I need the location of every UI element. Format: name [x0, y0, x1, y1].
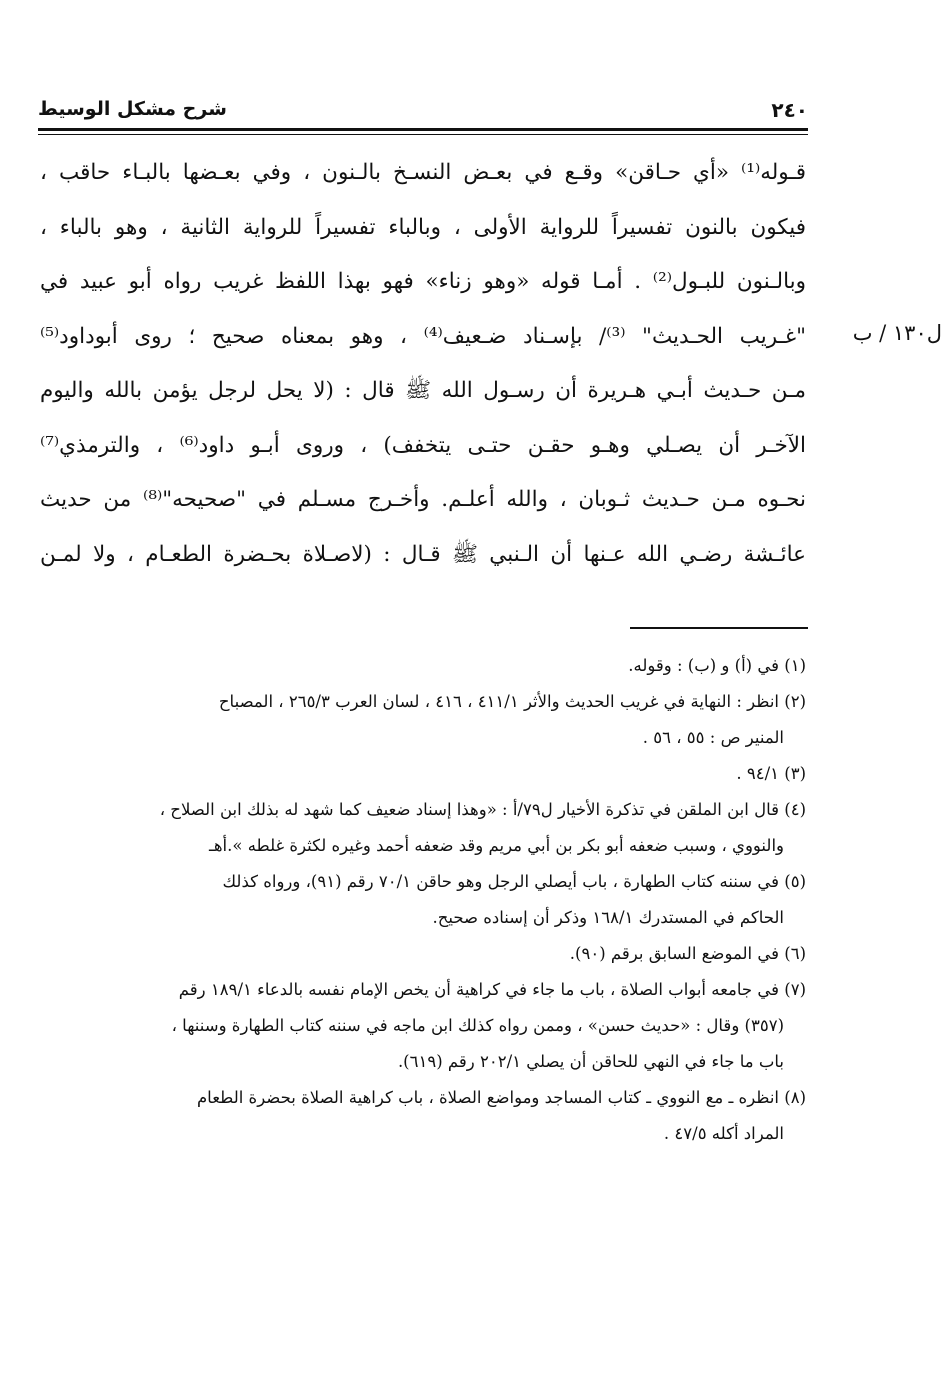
running-title: شرح مشكل الوسيط	[38, 98, 227, 120]
page-number: ٢٤٠	[771, 98, 808, 122]
footnote-1	[40, 648, 806, 684]
footnote-7	[40, 972, 806, 1080]
text-line: مـن حـديث أبـي هـريرة أن رسـول الله ﷺ قال : (لا يحل لرجل يؤمن بالله واليوم	[40, 378, 806, 403]
footnote-5	[40, 864, 806, 936]
main-text	[40, 146, 806, 582]
footnote-line: والنووي ، وسبب ضعفه أبو بكر بن أبي مريم وقد ضعفه أحمد وغيره لكثرة غلطه ».أهـ	[209, 836, 784, 855]
text-line: "غـريب الحـديث" ⁽³⁾/ بإسـناد ضـعيف⁽⁴⁾ ، وهو بمعناه صحيح ؛ روى أبوداود⁽⁵⁾	[40, 323, 806, 349]
page-header	[38, 94, 808, 124]
footnote-line: (٥) في سننه كتاب الطهارة ، باب أيصلي الرجل وهو حاقن ٧٠/١ رقم (٩١)، ورواه كذلك	[222, 872, 806, 891]
footnote-line: (٢) انظر : النهاية في غريب الحديث والأثر ٤١١/١ ، ٤١٦ ، لسان العرب ٢٦٥/٣ ، المصباح	[218, 692, 806, 711]
footnote-line: الحاكم في المستدرك ١٦٨/١ وذكر أن إسناده صحيح.	[432, 908, 784, 927]
text-line: الآخـر أن يصـلي وهـو حقـن حتـى يتخفف) ، وروى أبـو داود⁽⁶⁾ ، والترمذي⁽⁷⁾	[40, 432, 806, 458]
text-line: عائـشة رضـي الله عـنها أن الـنبي ﷺ قـال : (لاصـلاة بحـضرة الطعـام ، ولا لمـن	[40, 541, 806, 567]
footnote-line: (٨) انظره ـ مع النووي ـ كتاب المساجد ومواضع الصلاة ، باب كراهية الصلاة بحضرة الطعام	[196, 1088, 806, 1107]
footnote-line: (٦) في الموضع السابق برقم (٩٠).	[569, 944, 806, 963]
header-rule-thin	[38, 134, 808, 135]
footnote-line: المنير ص : ٥٥ ، ٥٦ .	[642, 728, 784, 747]
footnote-2	[40, 684, 806, 756]
footnote-separator	[630, 627, 808, 629]
text-line: وبالـنون للبـول⁽²⁾ . أمـا قوله «وهو زناء» فهو بهذا اللفظ غريب رواه أبو عبيد في	[40, 269, 806, 294]
footnote-line: (٧) في جامعه أبواب الصلاة ، باب ما جاء في كراهية أن يخص الإمام نفسه بالدعاء ١٨٩/١ رقم	[178, 980, 806, 999]
footnote-line: (٣) ٩٤/١ .	[736, 764, 806, 783]
text-line: نحـوه مـن حـديث ثـوبان ، والله أعلـم. وأخـرج مسـلم في "صحيحه"⁽⁸⁾ من حديث	[40, 487, 806, 512]
footnotes	[40, 648, 806, 1152]
footnote-line: (٤) قال ابن الملقن في تذكرة الأخيار ل٧٩/أ : «وهذا إسناد ضعيف كما شهد له بذلك ابن الصلاح ،	[159, 800, 806, 819]
footnote-8	[40, 1080, 806, 1152]
manuscript-folio-note: ل١٣٠ / ب	[852, 321, 942, 345]
footnote-3	[40, 756, 806, 792]
footnote-line: (٣٥٧) وقال : «حديث حسن» ، وممن رواه كذلك ابن ماجه في سننه كتاب الطهارة وسننها ،	[171, 1016, 784, 1035]
footnote-4	[40, 792, 806, 864]
footnote-line: باب ما جاء في النهي للحاقن أن يصلي ٢٠٢/١ رقم (٦١٩).	[397, 1052, 784, 1071]
footnote-6	[40, 936, 806, 972]
footnote-line: المراد أكله ٤٧/٥ .	[663, 1124, 784, 1143]
text-line: قـوله⁽¹⁾ «أي حـاقن» وقـع في بعـض النسـخ بالـنون ، وفي بعـضها بالبـاء حاقب ،	[40, 160, 806, 185]
text-line: فيكون بالنون تفسيراً للرواية الأولى ، وبالباء تفسيراً للرواية الثانية ، وهو بالباء ،	[40, 214, 806, 240]
header-rule	[38, 128, 808, 131]
footnote-line: (١) في (أ) و (ب) : وقوله.	[628, 656, 806, 675]
